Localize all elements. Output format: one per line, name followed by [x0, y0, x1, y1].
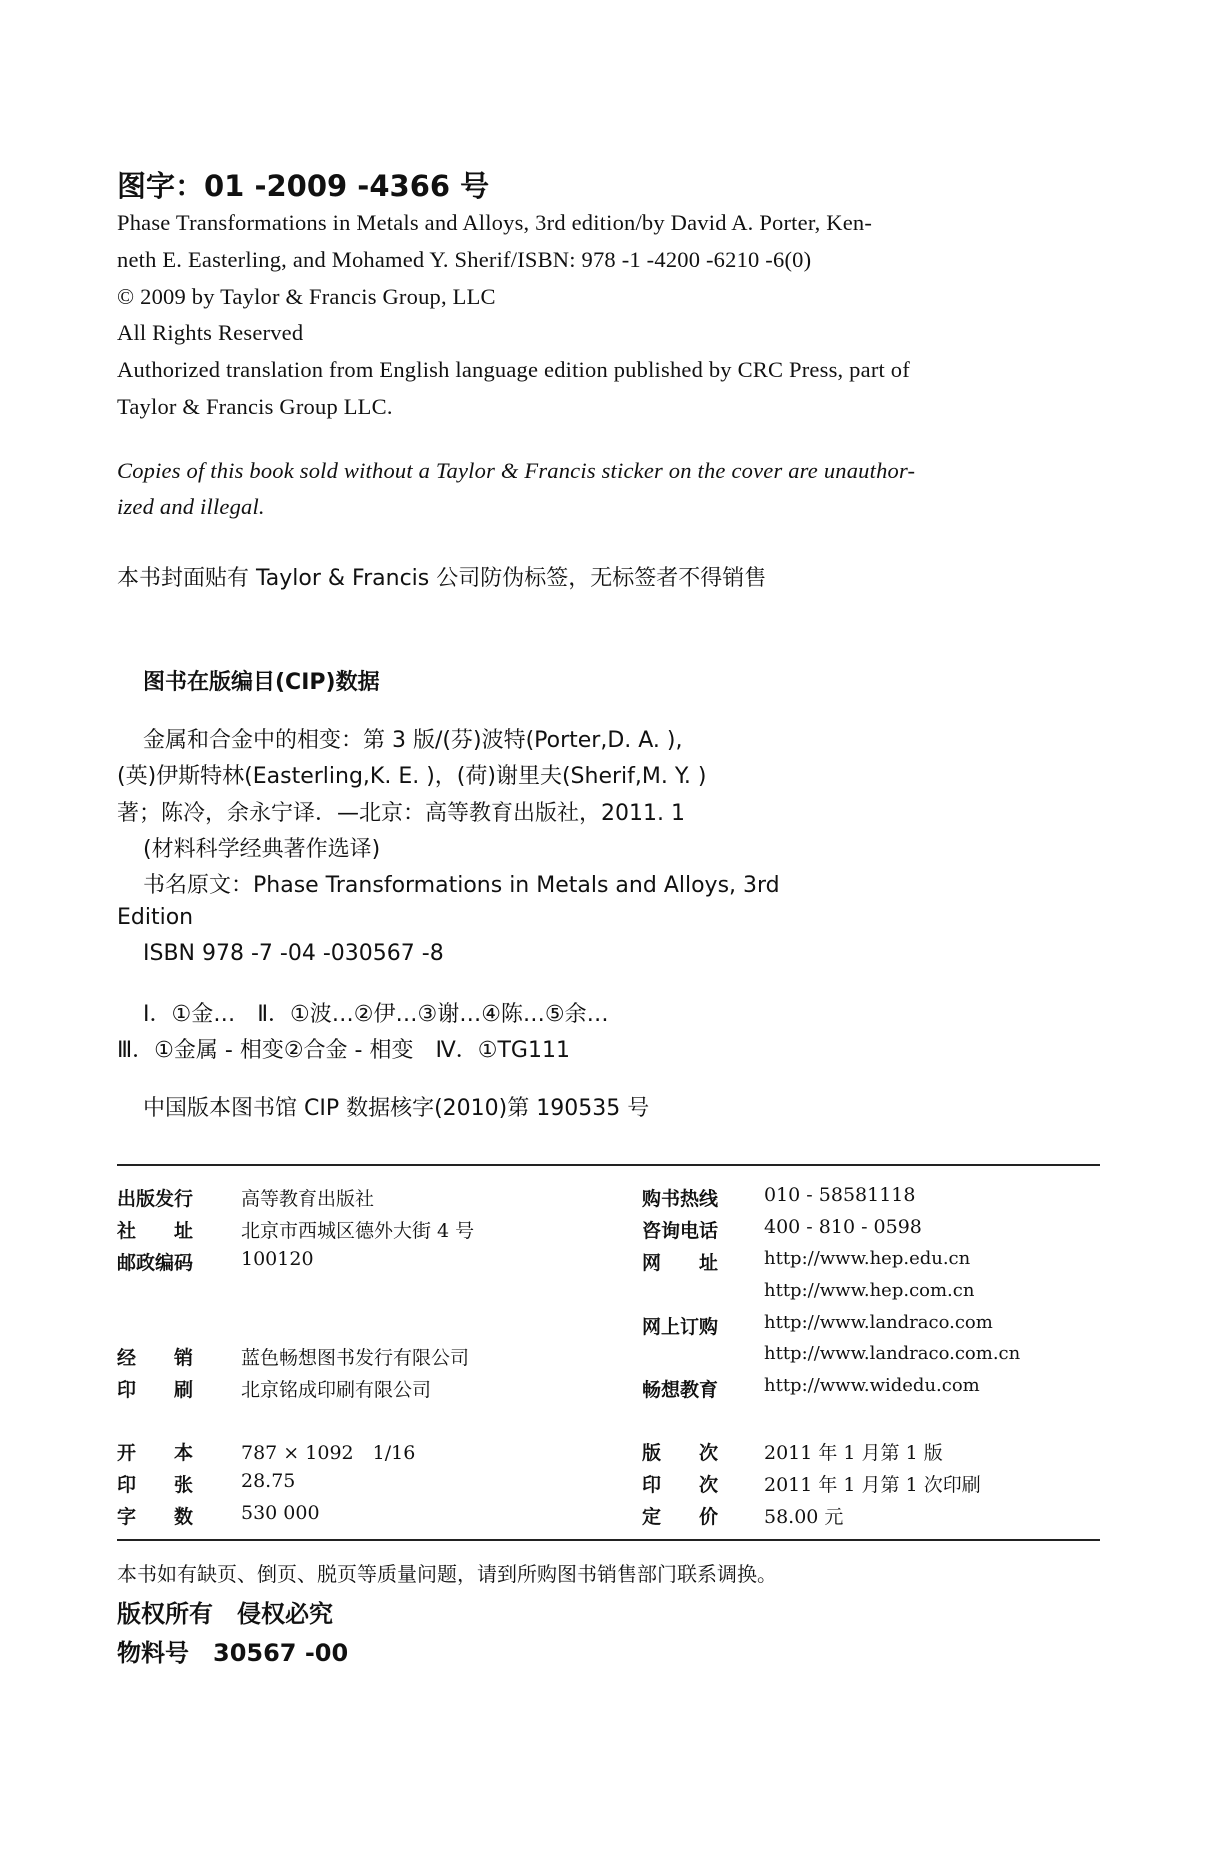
- info-label: 畅想教育: [642, 1379, 719, 1401]
- website-link[interactable]: http://www.hep.com.cn: [764, 1280, 975, 1301]
- rights-notice: 版权所有 侵权必究: [117, 1600, 333, 1628]
- copyright-line: neth E. Easterling, and Mohamed Y. Sherif/ISBN: 978 -1 -4200 -6210 -6(0): [117, 247, 812, 272]
- info-row: 邮政编码: [117, 1252, 194, 1274]
- info-label: 网 址: [642, 1252, 719, 1274]
- info-label: 咨询电话: [642, 1220, 719, 1242]
- info-value: 010 - 58581118: [764, 1184, 916, 1206]
- spec-label: 字 数: [117, 1506, 194, 1528]
- warning-line: ized and illegal.: [117, 494, 265, 519]
- website-link[interactable]: http://www.landraco.com.cn: [764, 1343, 1021, 1364]
- info-label: 购书热线: [642, 1188, 719, 1210]
- cip-library-note: 中国版本图书馆 CIP 数据核字(2010)第 190535 号: [143, 1096, 650, 1121]
- copyright-line: Taylor & Francis Group LLC.: [117, 394, 393, 419]
- cip-line: 金属和合金中的相变：第 3 版/(芬)波特(Porter,D. A. ),: [143, 728, 683, 753]
- spec-value: 2011 年 1 月第 1 次印刷: [764, 1474, 981, 1496]
- divider: [117, 1539, 1100, 1541]
- cip-heading: 图书在版编目(CIP)数据: [143, 670, 380, 695]
- info-value: 蓝色畅想图书发行有限公司: [241, 1347, 470, 1369]
- info-label: 网上订购: [642, 1316, 719, 1338]
- spec-label: 印 张: [117, 1474, 194, 1496]
- spec-label: 印 次: [642, 1474, 719, 1496]
- website-link[interactable]: http://www.landraco.com: [764, 1312, 993, 1333]
- quality-notice: 本书如有缺页、倒页、脱页等质量问题，请到所购图书销售部门联系调换。: [117, 1562, 777, 1586]
- spec-value: 28.75: [241, 1470, 296, 1492]
- cip-line: Edition: [117, 905, 194, 930]
- info-row: 经 销: [117, 1347, 194, 1369]
- spec-label: 版 次: [642, 1442, 719, 1464]
- info-value: 北京铭成印刷有限公司: [241, 1379, 432, 1401]
- info-row: 印 刷: [117, 1379, 194, 1401]
- cip-classification: Ⅲ．①金属 - 相变②合金 - 相变 Ⅳ．①TG111: [117, 1038, 570, 1063]
- cip-line: (英)伊斯特林(Easterling,K. E. )，(荷)谢里夫(Sherif,M. Y. ): [117, 764, 707, 789]
- isbn: ISBN 978 -7 -04 -030567 -8: [143, 941, 444, 966]
- cip-classification: Ⅰ．①金… Ⅱ．①波…②伊…③谢…④陈…⑤余…: [143, 1002, 609, 1027]
- spec-label: 开 本: [117, 1442, 194, 1464]
- info-row: 社 址: [117, 1220, 194, 1242]
- info-row: 出版发行: [117, 1188, 194, 1210]
- website-link[interactable]: http://www.widedu.com: [764, 1375, 980, 1396]
- cip-line: 著；陈冷，余永宁译．—北京：高等教育出版社，2011. 1: [117, 801, 685, 826]
- copyright-line: All Rights Reserved: [117, 320, 304, 345]
- info-value: 400 - 810 - 0598: [764, 1216, 922, 1238]
- spec-value: 530 000: [241, 1502, 320, 1524]
- info-value: 100120: [241, 1248, 314, 1270]
- copyright-line: © 2009 by Taylor & Francis Group, LLC: [117, 284, 496, 309]
- material-number: 物料号 30567 -00: [117, 1639, 349, 1667]
- spec-value: 2011 年 1 月第 1 版: [764, 1442, 943, 1464]
- spec-value: 58.00 元: [764, 1506, 844, 1528]
- spec-label: 定 价: [642, 1506, 719, 1528]
- spec-value: 787 × 1092 1/16: [241, 1442, 416, 1464]
- website-link[interactable]: http://www.hep.edu.cn: [764, 1248, 971, 1269]
- info-value: 北京市西城区德外大街 4 号: [241, 1220, 475, 1242]
- contract-number: 图字：01 -2009 -4366 号: [117, 169, 490, 203]
- copyright-line: Authorized translation from English language edition published by CRC Press, part of: [117, 357, 910, 382]
- cip-line: 书名原文：Phase Transformations in Metals and Alloys, 3rd: [143, 873, 780, 898]
- sticker-notice: 本书封面贴有 Taylor & Francis 公司防伪标签，无标签者不得销售: [117, 566, 767, 591]
- cip-line: (材料科学经典著作选译): [143, 837, 381, 862]
- warning-line: Copies of this book sold without a Taylor & Francis sticker on the cover are unauthor-: [117, 458, 916, 483]
- divider: [117, 1164, 1100, 1166]
- copyright-line: Phase Transformations in Metals and Alloys, 3rd edition/by David A. Porter, Ken-: [117, 210, 873, 235]
- info-value: 高等教育出版社: [241, 1188, 375, 1210]
